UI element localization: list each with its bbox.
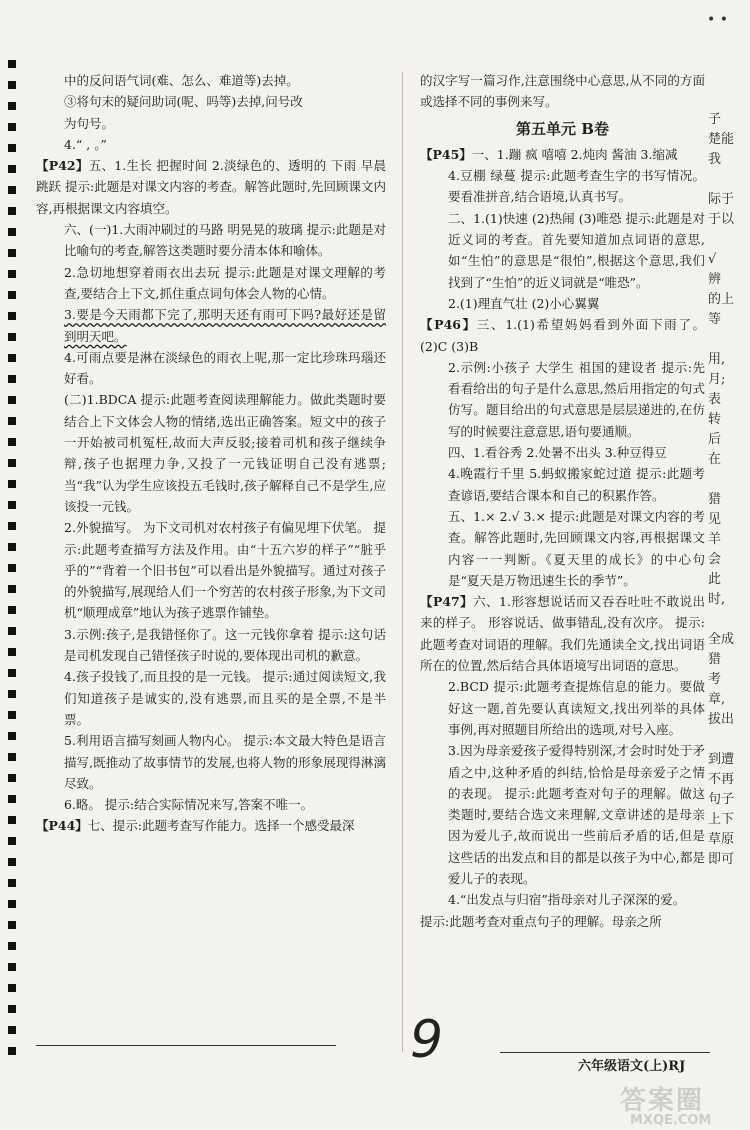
binding-hole <box>8 690 16 698</box>
edge-fragment: 于以 <box>708 212 735 227</box>
right-paragraph <box>420 463 705 506</box>
binding-hole <box>8 480 16 488</box>
adjacent-page-edge <box>708 110 748 870</box>
edge-fragment: 的上 <box>708 292 735 307</box>
binding-hole <box>8 606 16 614</box>
page-marker: 【P44】 <box>36 818 88 834</box>
binding-hole <box>8 1047 16 1055</box>
left-text: 2.急切地想穿着雨衣出去玩 提示:此题是对课文理解的考查,要结合上下文,抓住重点词句体会人物的心情。 <box>64 264 386 301</box>
left-text: 七、提示:此题考查写作能力。选择一个感受最深 <box>87 818 355 834</box>
right-paragraph <box>420 357 705 442</box>
right-text: 2.示例:小孩子 大学生 祖国的建设者 提示:先看看给出的句子是什么意思,然后用指定的句式仿写。题目给出的句式意思是层层递进的,在仿写的时候要注意意思,语句要通顺。 <box>448 359 705 439</box>
left-paragraph <box>36 389 386 517</box>
top-dots: • • <box>707 12 728 28</box>
left-paragraph <box>36 70 386 91</box>
right-text: 4.豆棚 绿蔓 提示:此题考查生字的书写情况。要看准拼音,结合语境,认真书写。 <box>448 168 705 205</box>
left-paragraph <box>36 219 386 262</box>
right-paragraph <box>420 591 705 676</box>
right-text: 六、1.形容想说话而又吞吞吐吐不敢说出来的样子。 形容说话、做事错乱,没有次序。 提示:此题考查对词语的理解。我们先通读全文,找出词语所在的位置,然后结合具体语境写出词语的意思。 <box>420 594 705 674</box>
binding-hole <box>8 333 16 341</box>
binding-hole <box>8 60 16 68</box>
right-paragraph <box>420 293 705 314</box>
left-paragraph <box>36 666 386 730</box>
edge-fragment: 子 <box>708 112 722 127</box>
binding-hole <box>8 795 16 803</box>
left-text: 6.略。 提示:结合实际情况来写,答案不唯一。 <box>64 797 314 813</box>
edge-fragment <box>708 610 748 630</box>
edge-fragment: 表 <box>708 392 722 407</box>
edge-fragment: 句子 <box>708 792 735 807</box>
edge-fragment: 月; <box>708 372 726 387</box>
left-paragraph <box>36 155 386 219</box>
right-answers <box>420 144 705 932</box>
binding-hole <box>8 459 16 467</box>
page-marker: 【P42】 <box>36 158 89 174</box>
left-paragraph <box>36 730 386 794</box>
left-paragraph <box>36 113 386 134</box>
left-text: (二)1.BDCA 提示:此题考查阅读理解能力。做此类题时要结合上下文体会人物的情绪,选出正确答案。短文中的孩子一开始被司机冤枉,故而大声反驳;接着司机和孩子继续争辩,孩子也据理力争,又投了一元钱证明自己没有逃票;当“我”认为学生应该投五毛钱时,孩子解释自己不是学生,应该投一元钱。 <box>64 392 386 514</box>
binding-hole <box>8 648 16 656</box>
right-paragraph <box>420 442 705 463</box>
watermark-logo-text: 答案圈 <box>620 1086 705 1116</box>
binding-hole <box>8 522 16 530</box>
left-paragraph <box>36 517 386 623</box>
page-marker: 【P46】 <box>420 317 477 333</box>
binding-hole <box>8 627 16 635</box>
binding-hole <box>8 837 16 845</box>
edge-fragment: √ <box>708 252 717 267</box>
binding-hole <box>8 312 16 320</box>
edge-fragment: 我 <box>708 152 722 167</box>
edge-fragment: 会 <box>708 552 722 567</box>
edge-fragment <box>708 730 748 750</box>
right-text: 2.BCD 提示:此题考查提炼信息的能力。要做好这一题,首先要认真读短文,找出列举的具体事例,再对照题目所给出的选项,对号入座。 <box>448 679 705 737</box>
binding-hole <box>8 543 16 551</box>
left-paragraph <box>36 624 386 667</box>
footer-label: 六年级语文(上)RJ <box>578 1059 686 1074</box>
edge-fragment: 际于 <box>708 192 735 207</box>
binding-hole <box>8 291 16 299</box>
right-text: 3.因为母亲爱孩子爱得特别深,才会时时处于矛盾之中,这种矛盾的纠结,恰恰是母亲爱子之情的表现。 提示:此题考查对句子的理解。做这类题时,要结合选文来理解,文章讲述的是母亲因为爱儿子,故而说出一些前后矛盾的话,但是这些话的出发点和目的都是以孩子为中心,都是爱儿子的表现。 <box>448 743 705 886</box>
page-marker: 【P47】 <box>420 594 474 610</box>
right-paragraph <box>420 676 705 740</box>
left-paragraph <box>36 262 386 305</box>
edge-fragment: 上下 <box>708 812 735 827</box>
left-paragraph <box>36 347 386 390</box>
edge-fragment: 考 <box>708 672 722 687</box>
edge-fragment: 楚能 <box>708 132 735 147</box>
page-marker: 【P45】 <box>420 146 472 162</box>
binding-hole <box>8 102 16 110</box>
edge-fragment: 到遭 <box>708 752 735 767</box>
binding-hole <box>8 249 16 257</box>
binding-hole <box>8 396 16 404</box>
edge-fragment: 在 <box>708 452 722 467</box>
right-paragraph <box>420 314 705 357</box>
right-text: 4.“出发点与归宿”指母亲对儿子深深的爱。 <box>448 892 686 908</box>
edge-fragment: 拔出 <box>708 712 735 727</box>
right-column <box>420 70 705 932</box>
edge-fragment: 等 <box>708 312 722 327</box>
left-paragraph <box>36 134 386 155</box>
edge-fragment: 猎 <box>708 492 722 507</box>
footer-rule <box>500 1052 710 1053</box>
edge-fragment: 全成 <box>708 632 735 647</box>
left-text: 4.可雨点要是淋在淡绿色的雨衣上呢,那一定比珍珠玛瑙还好看。 <box>64 349 386 387</box>
left-text: 4.“ , 。” <box>64 136 107 152</box>
binding-hole <box>8 816 16 824</box>
binding-hole <box>8 921 16 929</box>
edge-fragment <box>708 330 748 350</box>
edge-fragment: 见 <box>708 512 722 527</box>
left-text: 五、1.生长 把握时间 2.淡绿色的、透明的 下雨 早晨 跳跃 提示:此题是对课文内容的考查。解答此题时,先回顾课文内容,再根据课文内容填空。 <box>36 158 386 216</box>
left-text: 2.外貌描写。 为下文司机对农村孩子有偏见埋下伏笔。 提示:此题考查描写方法及作用。由“十五六岁的样子”“脏乎乎的”“背着一个旧书包”可以看出是外貌描写。通过对孩子的外貌描写,展现给人们一个穷苦的农村孩子形象,为下文司机“顺理成章”地认为孩子逃票作铺垫。 <box>64 520 386 621</box>
binding-hole <box>8 270 16 278</box>
left-paragraph <box>36 91 386 112</box>
edge-fragment: 辨 <box>708 272 722 287</box>
left-paragraph <box>36 815 386 836</box>
edge-fragment <box>708 170 748 190</box>
binding-hole <box>8 186 16 194</box>
binding-hole <box>8 942 16 950</box>
edge-fragment: 后 <box>708 432 722 447</box>
left-column <box>36 70 386 837</box>
right-paragraph <box>420 889 705 910</box>
edge-fragment: 时, <box>708 592 726 607</box>
binding-hole <box>8 228 16 236</box>
right-text: 4.晚霞行千里 5.蚂蚁搬家蛇过道 提示:此题考查谚语,要结合课本和自己的积累作答。 <box>448 466 705 503</box>
edge-fragment: 不再 <box>708 772 735 787</box>
left-paragraph <box>36 794 386 815</box>
right-top-text: 的汉字写一篇习作,注意围绕中心意思,从不同的方面或选择不同的事例来写。 <box>420 73 705 110</box>
binding-hole <box>8 879 16 887</box>
right-text: 二、1.(1)快速 (2)热闹 (3)唯恐 提示:此题是对近义词的考查。首先要知道加点词语的意思,如“生怕”的意思是“很怕”,根据这个意思,我们找到了“生怕”的近义词就是“唯恐”。 <box>448 210 705 290</box>
binding-hole <box>8 1005 16 1013</box>
edge-fragment: 羊 <box>708 532 722 547</box>
left-text: ③将句末的疑问助词(呢、吗等)去掉,问号改 <box>64 94 303 110</box>
binding-hole <box>8 123 16 131</box>
section-title: 第五单元 B卷 <box>516 119 609 138</box>
binding-hole <box>8 144 16 152</box>
binding-hole <box>8 1026 16 1034</box>
handwritten-page-number: 9 <box>410 1010 444 1070</box>
edge-fragment: 用, <box>708 352 726 367</box>
left-text: 为句号。 <box>64 115 115 131</box>
left-text: 中的反问语气词(难、怎么、难道等)去掉。 <box>64 73 299 88</box>
left-text: 3.示例:孩子,是我错怪你了。这一元钱你拿着 提示:这句话是司机发现自己错怪孩子时说的,要体现出司机的歉意。 <box>64 626 386 664</box>
right-paragraph <box>420 165 705 208</box>
binding-hole <box>8 753 16 761</box>
binding-hole <box>8 165 16 173</box>
left-paragraph <box>36 304 386 347</box>
edge-fragment: 章, <box>708 692 726 707</box>
binding-hole <box>8 417 16 425</box>
right-text: 四、1.看谷秀 2.处暑不出头 3.种豆得豆 <box>448 445 667 461</box>
binding-hole <box>8 585 16 593</box>
binding-hole <box>8 774 16 782</box>
left-text: 六、(一)1.大雨冲刷过的马路 明晃晃的玻璃 提示:此题是对比喻句的考查,解答这类题时要分清本体和喻体。 <box>64 222 386 259</box>
binding-hole <box>8 963 16 971</box>
binding-hole <box>8 564 16 572</box>
binding-hole <box>8 732 16 740</box>
bottom-left-rule <box>36 1045 336 1046</box>
watermark-site-text: MXQE.COM <box>630 1113 712 1128</box>
binding-hole <box>8 81 16 89</box>
binding-holes <box>8 60 18 1068</box>
binding-hole <box>8 354 16 362</box>
right-paragraph <box>420 144 705 165</box>
edge-fragment: 转 <box>708 412 722 427</box>
right-paragraph <box>420 506 705 591</box>
right-paragraph <box>420 208 705 293</box>
binding-hole <box>8 984 16 992</box>
right-paragraph <box>420 740 705 889</box>
watermark-logo <box>620 1080 740 1130</box>
edge-fragment <box>708 470 748 490</box>
edge-fragment: 此 <box>708 572 722 587</box>
binding-hole <box>8 669 16 677</box>
column-divider <box>402 72 403 1052</box>
binding-hole <box>8 900 16 908</box>
left-text: 5.利用语言描写刻画人物内心。 提示:本文最大特色是语言描写,既推动了故事情节的发展,也将人物的形象展现得淋漓尽致。 <box>64 733 386 791</box>
binding-hole <box>8 711 16 719</box>
right-text: 五、1.× 2.√ 3.× 提示:此题是对课文内容的考查。解答此题时,先回顾课文内容,再根据课文内容一一判断。《夏天里的成长》的中心句是“夏天是万物迅速生长的季节”。 <box>448 508 705 588</box>
edge-fragment: 草原 <box>708 832 735 847</box>
right-text: 2.(1)理直气壮 (2)小心翼翼 <box>448 295 600 311</box>
left-text: 4.孩子投钱了,而且投的是一元钱。 提示:通过阅读短文,我们知道孩子是诚实的,没有逃票,而且买的是全票,不是半票。 <box>64 669 386 727</box>
right-paragraph <box>420 911 705 932</box>
binding-hole <box>8 858 16 866</box>
binding-hole <box>8 375 16 383</box>
binding-hole <box>8 207 16 215</box>
binding-hole <box>8 438 16 446</box>
right-text: 三、1.(1)希望妈妈看到外面下雨了。 (2)C (3)B <box>420 317 705 354</box>
edge-fragment <box>708 230 748 250</box>
right-text: 提示:此题考查对重点句子的理解。母亲之所 <box>420 913 662 929</box>
right-text: 一、1.蹦 疯 嘻嘻 2.炖肉 酱油 3.缩减 <box>471 146 678 162</box>
edge-fragment: 猎 <box>708 652 722 667</box>
left-text: 3.要是今天雨都下完了,那明天还有雨可下吗?最好还是留到明天吧。 <box>64 307 386 344</box>
binding-hole <box>8 501 16 509</box>
edge-fragment: 即可 <box>708 852 735 867</box>
